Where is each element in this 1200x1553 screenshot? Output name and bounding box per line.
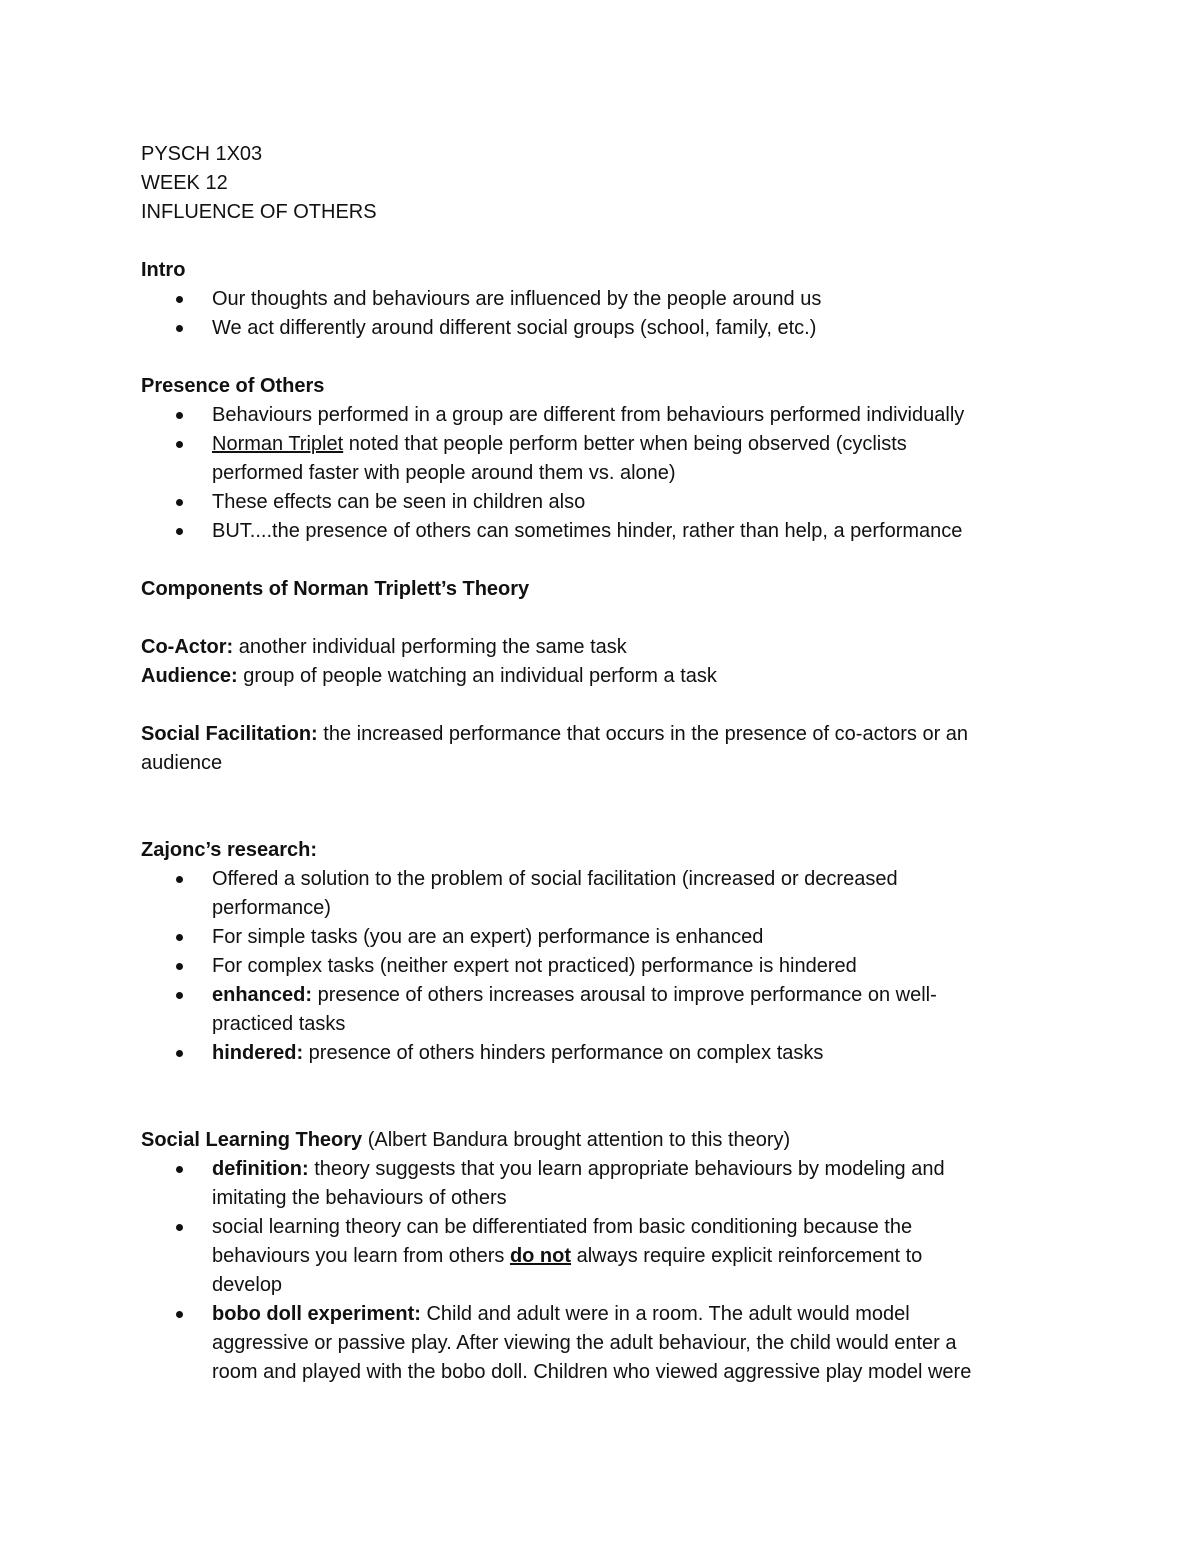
- zajonc-list: [141, 865, 1061, 1068]
- intro-heading: Intro: [141, 259, 186, 281]
- list-item: For complex tasks (neither expert not practiced) performance is hindered: [141, 952, 1061, 981]
- list-item: social learning theory can be differentiated from basic conditioning because the behaviours you learn from others do not always require explicit reinforcement to develop: [141, 1213, 1061, 1300]
- course-code: PYSCH 1X03: [141, 143, 263, 165]
- list-item: Behaviours performed in a group are different from behaviours performed individually: [141, 401, 1061, 430]
- topic-title: INFLUENCE OF OTHERS: [141, 201, 377, 223]
- norman-triplet-name: Norman Triplet: [212, 433, 344, 455]
- components-heading: Components of Norman Triplett’s Theory: [141, 578, 530, 600]
- list-item: hindered: presence of others hinders performance on complex tasks: [141, 1039, 1061, 1068]
- list-item: These effects can be seen in children also: [141, 488, 1061, 517]
- list-item: Offered a solution to the problem of social facilitation (increased or decreased performance): [141, 865, 1061, 923]
- audience-definition: Audience: group of people watching an individual perform a task: [141, 665, 717, 687]
- coactor-definition: Co-Actor: another individual performing the same task: [141, 636, 627, 658]
- zajonc-heading: Zajonc’s research:: [141, 839, 318, 861]
- list-item: We act differently around different social groups (school, family, etc.): [141, 314, 1061, 343]
- presence-list: [141, 401, 1061, 546]
- list-item: Our thoughts and behaviours are influenced by the people around us: [141, 285, 1061, 314]
- social-facilitation-definition-cont: audience: [141, 752, 223, 774]
- intro-list: [141, 285, 1061, 343]
- slt-heading: Social Learning Theory (Albert Bandura brought attention to this theory): [141, 1129, 791, 1151]
- slt-list: [141, 1155, 1061, 1387]
- presence-heading: Presence of Others: [141, 375, 325, 397]
- list-item: enhanced: presence of others increases arousal to improve performance on well- practiced tasks: [141, 981, 1061, 1039]
- social-facilitation-definition: Social Facilitation: the increased performance that occurs in the presence of co-actors or an: [141, 723, 969, 745]
- week-label: WEEK 12: [141, 172, 228, 194]
- do-not-emphasis: do not: [509, 1245, 572, 1267]
- list-item: For simple tasks (you are an expert) performance is enhanced: [141, 923, 1061, 952]
- list-item: BUT....the presence of others can sometimes hinder, rather than help, a performance: [141, 517, 1061, 546]
- notes-body: [141, 140, 1061, 1387]
- list-item: Norman Triplet noted that people perform better when being observed (cyclists performed faster with people around them vs. alone): [141, 430, 1061, 488]
- list-item: definition: theory suggests that you learn appropriate behaviours by modeling and imitating the behaviours of others: [141, 1155, 1061, 1213]
- list-item: bobo doll experiment: Child and adult were in a room. The adult would model aggressive or passive play. After viewing the adult behaviour, the child would enter a room and played with the bobo doll. Children who viewed aggressive play model were: [141, 1300, 1061, 1387]
